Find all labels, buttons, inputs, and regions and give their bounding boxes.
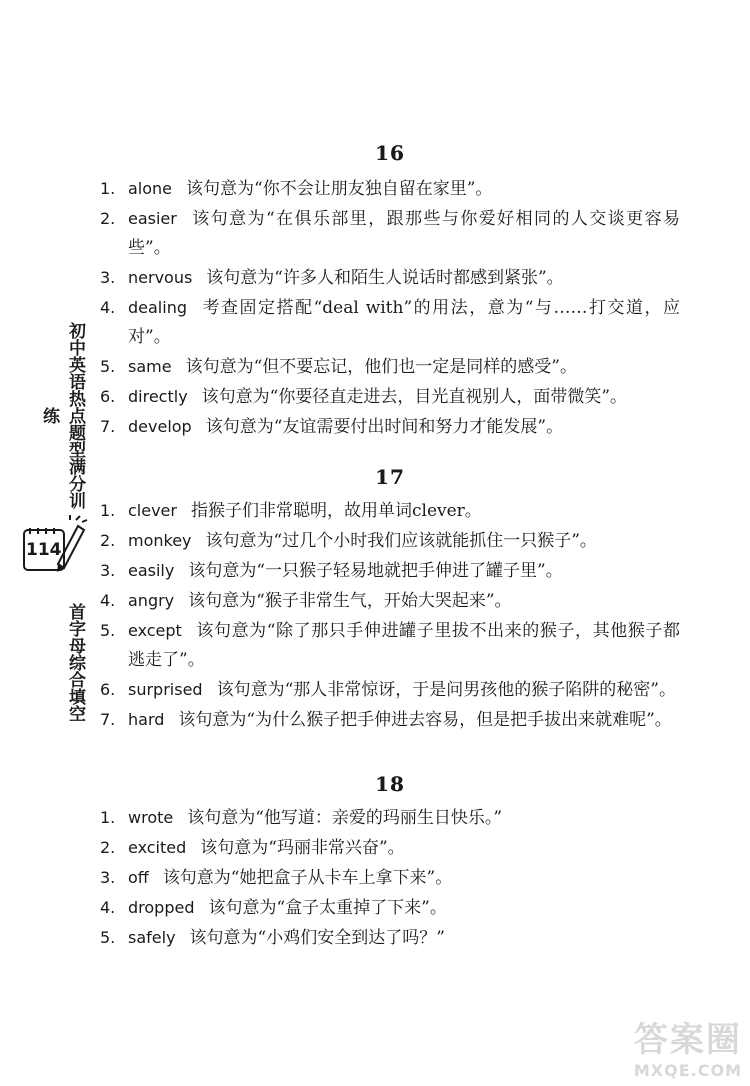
- answer-content: [100, 140, 680, 953]
- list-item: [100, 293, 680, 352]
- item-number: 1.: [100, 808, 116, 827]
- answer-word: angry: [128, 591, 175, 610]
- page-badge: [18, 514, 88, 584]
- explanation: 该句意为“但不要忘记，他们也一定是同样的感受”。: [185, 357, 577, 377]
- list-item: [100, 496, 680, 526]
- section-16: [100, 140, 680, 442]
- explanation: 该句意为“她把盒子从卡车上拿下来”。: [162, 868, 453, 888]
- list-item: [100, 586, 680, 616]
- series-title: 初中英语热点题型满分训练: [39, 321, 85, 509]
- item-number: 2.: [100, 838, 116, 857]
- answer-word: dealing: [128, 298, 187, 317]
- answer-word: dropped: [128, 898, 195, 917]
- answer-word: except: [128, 621, 182, 640]
- answer-word: same: [128, 357, 172, 376]
- list-item: [100, 556, 680, 586]
- list-item: [100, 526, 680, 556]
- item-number: 1.: [100, 501, 116, 520]
- section-title: 17: [375, 465, 405, 489]
- item-number: 2.: [100, 209, 116, 228]
- list-item: [100, 382, 680, 412]
- section-17: [100, 464, 680, 735]
- item-number: 3.: [100, 868, 116, 887]
- explanation: 该句意为“为什么猴子把手伸进去容易，但是把手拔出来就难呢”。: [178, 710, 672, 730]
- explanation: 该句意为“友谊需要付出时间和努力才能发展”。: [205, 417, 564, 437]
- section-title: 16: [375, 141, 405, 165]
- explanation: 该句意为“在俱乐部里，跟那些与你爱好相同的人交谈更容易些”。: [128, 209, 680, 258]
- explanation: 考查固定搭配“deal with”的用法，意为“与……打交道，应对”。: [128, 298, 680, 347]
- explanation: 该句意为“过几个小时我们应该就能抓住一只猴子”。: [205, 531, 597, 551]
- list-item: [100, 352, 680, 382]
- item-number: 4.: [100, 898, 116, 917]
- explanation: 该句意为“你要径直走进去，目光直视别人，面带微笑”。: [201, 387, 628, 407]
- item-number: 3.: [100, 561, 116, 580]
- list-item: [100, 833, 680, 863]
- explanation: 指猴子们非常聪明，故用单词clever。: [190, 501, 482, 521]
- answer-word: easier: [128, 209, 177, 228]
- watermark-logo: [634, 1012, 742, 1080]
- answer-word: alone: [128, 179, 173, 198]
- explanation: 该句意为“小鸡们安全到达了吗？”: [189, 928, 445, 948]
- list-item: [100, 705, 680, 735]
- answer-word: easily: [128, 561, 175, 580]
- answer-word: off: [128, 868, 149, 887]
- list-item: [100, 616, 680, 675]
- answer-word: surprised: [128, 680, 203, 699]
- explanation: 该句意为“许多人和陌生人说话时都感到紧张”。: [206, 268, 564, 288]
- section-title: 18: [375, 772, 405, 796]
- explanation: 该句意为“猴子非常生气，开始大哭起来”。: [188, 591, 512, 611]
- explanation: 该句意为“那人非常惊讶，于是问男孩他的猴子陷阱的秘密”。: [216, 680, 676, 700]
- item-number: 7.: [100, 417, 116, 436]
- list-item: [100, 803, 680, 833]
- answer-word: develop: [128, 417, 192, 436]
- answer-word: clever: [128, 501, 177, 520]
- answer-word: directly: [128, 387, 188, 406]
- explanation: 该句意为“他写道：亲爱的玛丽生日快乐。”: [187, 808, 503, 828]
- list-item: [100, 863, 680, 893]
- list-item: [100, 263, 680, 293]
- watermark-text: 答案圈: [633, 1020, 742, 1060]
- list-item: [100, 174, 680, 204]
- item-number: 1.: [100, 179, 116, 198]
- item-number: 4.: [100, 591, 116, 610]
- section-subject: 首字母综合填空: [65, 602, 85, 722]
- item-number: 5.: [100, 928, 116, 947]
- list-item: [100, 923, 680, 953]
- explanation: 该句意为“除了那只手伸进罐子里拔不出来的猴子，其他猴子都逃走了”。: [128, 621, 680, 670]
- list-item: [100, 412, 680, 442]
- answer-word: hard: [128, 710, 165, 729]
- item-number: 5.: [100, 621, 116, 640]
- item-number: 4.: [100, 298, 116, 317]
- explanation: 该句意为“玛丽非常兴奋”。: [200, 838, 405, 858]
- page-number: 114: [26, 540, 62, 560]
- item-number: 6.: [100, 387, 116, 406]
- item-number: 3.: [100, 268, 116, 287]
- explanation: 该句意为“你不会让朋友独自留在家里”。: [186, 179, 493, 199]
- explanation: 该句意为“一只猴子轻易地就把手伸进了罐子里”。: [188, 561, 563, 581]
- answer-word: wrote: [128, 808, 174, 827]
- item-number: 5.: [100, 357, 116, 376]
- list-item: [100, 675, 680, 705]
- item-number: 7.: [100, 710, 116, 729]
- item-number: 6.: [100, 680, 116, 699]
- list-item: [100, 893, 680, 923]
- list-item: [100, 204, 680, 263]
- explanation: 该句意为“盒子太重掉了下来”。: [208, 898, 447, 918]
- answer-word: monkey: [128, 531, 192, 550]
- sidebar: [18, 320, 88, 732]
- section-18: [100, 771, 680, 953]
- item-number: 2.: [100, 531, 116, 550]
- answer-word: excited: [128, 838, 187, 857]
- answer-word: nervous: [128, 268, 193, 287]
- answer-word: safely: [128, 928, 176, 947]
- watermark-url: MXQE.COM: [633, 1061, 742, 1080]
